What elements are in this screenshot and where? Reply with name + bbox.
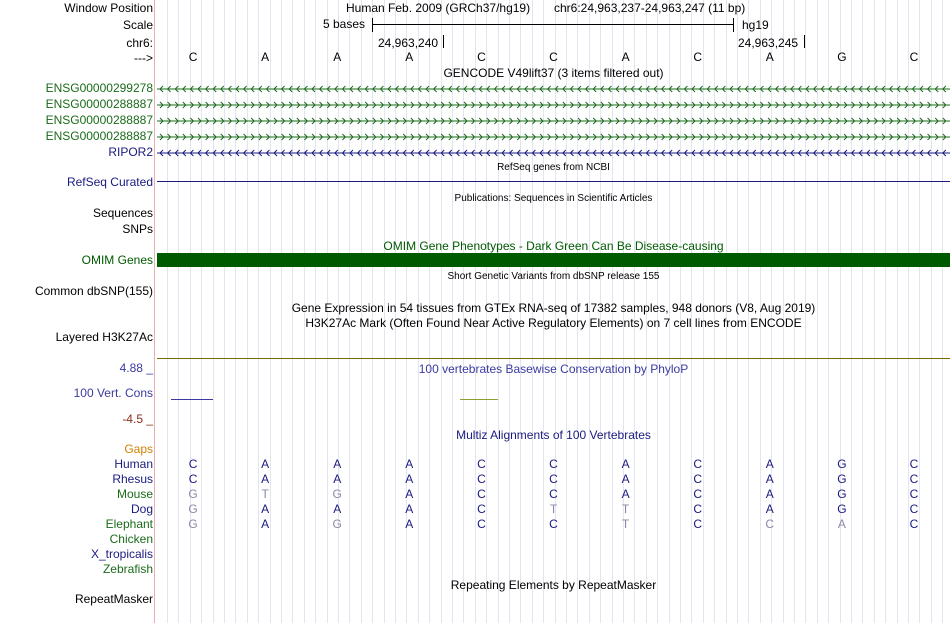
multiz-base: G bbox=[188, 502, 198, 516]
chrom-label: chr6: bbox=[126, 36, 153, 50]
multiz-base: A bbox=[405, 472, 414, 486]
reference-base: A bbox=[621, 50, 630, 64]
multiz-base: T bbox=[621, 517, 630, 531]
multiz-base: C bbox=[693, 457, 702, 471]
multiz-base: C bbox=[909, 472, 919, 486]
repeatmasker-label[interactable]: RepeatMasker bbox=[74, 592, 153, 606]
coord-240: 24,963,240 bbox=[378, 36, 439, 50]
reference-base: C bbox=[549, 50, 558, 64]
reference-base: A bbox=[261, 50, 270, 64]
scale-text: 5 bases bbox=[323, 17, 366, 31]
gencode-gene-label[interactable]: RIPOR2 bbox=[108, 145, 153, 159]
multiz-species-label[interactable]: Mouse bbox=[116, 487, 153, 501]
omim-bar[interactable] bbox=[157, 253, 950, 267]
multiz-base: A bbox=[765, 502, 774, 516]
multiz-base: T bbox=[621, 502, 630, 516]
repeatmasker-title[interactable]: Repeating Elements by RepeatMasker bbox=[450, 578, 657, 592]
refseq-title[interactable]: RefSeq genes from NCBI bbox=[497, 162, 610, 173]
multiz-base: A bbox=[405, 502, 414, 516]
dbsnp-title[interactable]: Short Genetic Variants from dbSNP release 155 bbox=[447, 271, 660, 282]
gaps-label[interactable]: Gaps bbox=[124, 442, 153, 456]
multiz-base: G bbox=[332, 517, 342, 531]
h3k27ac-label[interactable]: Layered H3K27Ac bbox=[55, 330, 153, 344]
multiz-base: C bbox=[549, 517, 558, 531]
reference-base: C bbox=[188, 50, 198, 64]
multiz-base: C bbox=[188, 457, 198, 471]
reference-base: C bbox=[693, 50, 702, 64]
multiz-base: G bbox=[837, 472, 847, 486]
scale-bar-left bbox=[372, 18, 373, 32]
multiz-base: C bbox=[909, 517, 919, 531]
multiz-base: C bbox=[477, 502, 486, 516]
h3k27ac-baseline bbox=[157, 358, 950, 359]
multiz-base: C bbox=[909, 502, 919, 516]
multiz-base: C bbox=[693, 487, 702, 501]
multiz-base: C bbox=[693, 517, 702, 531]
multiz-base: C bbox=[549, 487, 558, 501]
multiz-base: A bbox=[621, 457, 630, 471]
multiz-species-label[interactable]: Dog bbox=[130, 502, 153, 516]
reference-base: A bbox=[405, 50, 414, 64]
gencode-gene-track[interactable] bbox=[157, 99, 950, 109]
multiz-base: A bbox=[333, 502, 342, 516]
multiz-base: A bbox=[405, 487, 414, 501]
reference-base: A bbox=[333, 50, 342, 64]
reference-base: A bbox=[765, 50, 774, 64]
multiz-base: A bbox=[765, 457, 774, 471]
scale-label: Scale bbox=[122, 18, 153, 32]
coord-240-tick bbox=[443, 35, 444, 48]
multiz-base: A bbox=[765, 472, 774, 486]
refseq-track[interactable] bbox=[157, 181, 950, 182]
multiz-base: C bbox=[909, 487, 919, 501]
conservation-signal-2 bbox=[460, 399, 498, 400]
multiz-base: T bbox=[261, 487, 269, 501]
multiz-base: G bbox=[332, 487, 342, 501]
reference-base: C bbox=[477, 50, 486, 64]
conservation-signal-1 bbox=[171, 399, 213, 400]
conservation-max: 4.88 _ bbox=[119, 361, 153, 375]
gencode-gene-track[interactable] bbox=[157, 83, 950, 93]
multiz-species-label[interactable]: Rhesus bbox=[112, 472, 153, 486]
reference-base: G bbox=[837, 50, 847, 64]
publications-title[interactable]: Publications: Sequences in Scientific Articles bbox=[454, 193, 653, 204]
multiz-base: A bbox=[333, 472, 342, 486]
multiz-base: G bbox=[188, 487, 198, 501]
snps-label[interactable]: SNPs bbox=[122, 222, 153, 236]
gencode-gene-track[interactable] bbox=[157, 147, 950, 157]
conservation-label[interactable]: 100 Vert. Cons bbox=[73, 386, 153, 400]
coord-245-tick bbox=[804, 35, 805, 48]
gencode-gene-label[interactable]: ENSG00000288887 bbox=[45, 97, 153, 111]
label-separator bbox=[154, 0, 155, 623]
refseq-label[interactable]: RefSeq Curated bbox=[66, 175, 153, 189]
gencode-gene-track[interactable] bbox=[157, 131, 950, 141]
h3k27ac-title[interactable]: H3K27Ac Mark (Often Found Near Active Regulatory Elements) on 7 cell lines from ENCODE bbox=[305, 316, 802, 330]
multiz-base: A bbox=[405, 457, 414, 471]
multiz-base: A bbox=[765, 487, 774, 501]
gencode-gene-label[interactable]: ENSG00000288887 bbox=[45, 113, 153, 127]
multiz-base: C bbox=[549, 472, 558, 486]
coord-245: 24,963,245 bbox=[738, 36, 799, 50]
gencode-title[interactable]: GENCODE V49lift37 (3 items filtered out) bbox=[443, 66, 664, 80]
multiz-base: A bbox=[261, 517, 270, 531]
reference-base: C bbox=[909, 50, 919, 64]
assembly-text: Human Feb. 2009 (GRCh37/hg19) bbox=[346, 1, 531, 15]
multiz-base: C bbox=[477, 457, 486, 471]
scale-bar-right bbox=[733, 18, 734, 32]
multiz-base: A bbox=[261, 457, 270, 471]
dbsnp-label[interactable]: Common dbSNP(155) bbox=[34, 284, 153, 298]
multiz-base: C bbox=[477, 487, 486, 501]
multiz-base: A bbox=[837, 517, 846, 531]
multiz-title[interactable]: Multiz Alignments of 100 Vertebrates bbox=[456, 428, 651, 442]
multiz-base: A bbox=[405, 517, 414, 531]
sequences-label[interactable]: Sequences bbox=[92, 206, 153, 220]
multiz-base: C bbox=[549, 457, 558, 471]
multiz-base: G bbox=[837, 502, 847, 516]
multiz-species-label[interactable]: Elephant bbox=[105, 517, 153, 531]
gencode-gene-label[interactable]: ENSG00000288887 bbox=[45, 129, 153, 143]
multiz-base: C bbox=[477, 472, 486, 486]
multiz-base: G bbox=[837, 487, 847, 501]
multiz-base: C bbox=[693, 472, 702, 486]
multiz-base: C bbox=[909, 457, 919, 471]
multiz-base: A bbox=[261, 502, 270, 516]
multiz-base: G bbox=[837, 457, 847, 471]
scale-bar bbox=[372, 24, 733, 25]
multiz-species-label[interactable]: X_tropicalis bbox=[90, 547, 153, 561]
multiz-species-label[interactable]: Chicken bbox=[109, 532, 153, 546]
multiz-base: A bbox=[621, 472, 630, 486]
multiz-base: G bbox=[188, 517, 198, 531]
scale-db: hg19 bbox=[742, 18, 769, 32]
multiz-species-label[interactable]: Zebrafish bbox=[102, 562, 153, 576]
multiz-base: A bbox=[333, 457, 342, 471]
position-text[interactable]: chr6:24,963,237-24,963,247 (11 bp) bbox=[554, 1, 746, 15]
multiz-base: C bbox=[693, 502, 702, 516]
multiz-species-label[interactable]: Human bbox=[114, 457, 153, 471]
multiz-base: T bbox=[549, 502, 558, 516]
multiz-base: C bbox=[188, 472, 198, 486]
conservation-min: -4.5 _ bbox=[122, 412, 153, 426]
omim-title[interactable]: OMIM Gene Phenotypes - Dark Green Can Be Disease-causing bbox=[383, 239, 724, 253]
gencode-gene-label[interactable]: ENSG00000299278 bbox=[45, 81, 153, 95]
conservation-title[interactable]: 100 vertebrates Basewise Conservation by PhyloP bbox=[418, 362, 689, 376]
gencode-gene-track[interactable] bbox=[157, 115, 950, 125]
multiz-base: C bbox=[477, 517, 486, 531]
strand-label: ---> bbox=[134, 51, 153, 65]
gtex-title[interactable]: Gene Expression in 54 tissues from GTEx RNA-seq of 17382 samples, 948 donors (V8, Aug 2019) bbox=[291, 301, 816, 315]
multiz-base: C bbox=[765, 517, 775, 531]
window-position-label: Window Position bbox=[64, 1, 153, 15]
omim-label[interactable]: OMIM Genes bbox=[81, 253, 153, 267]
multiz-base: A bbox=[621, 487, 630, 501]
multiz-base: A bbox=[261, 472, 270, 486]
